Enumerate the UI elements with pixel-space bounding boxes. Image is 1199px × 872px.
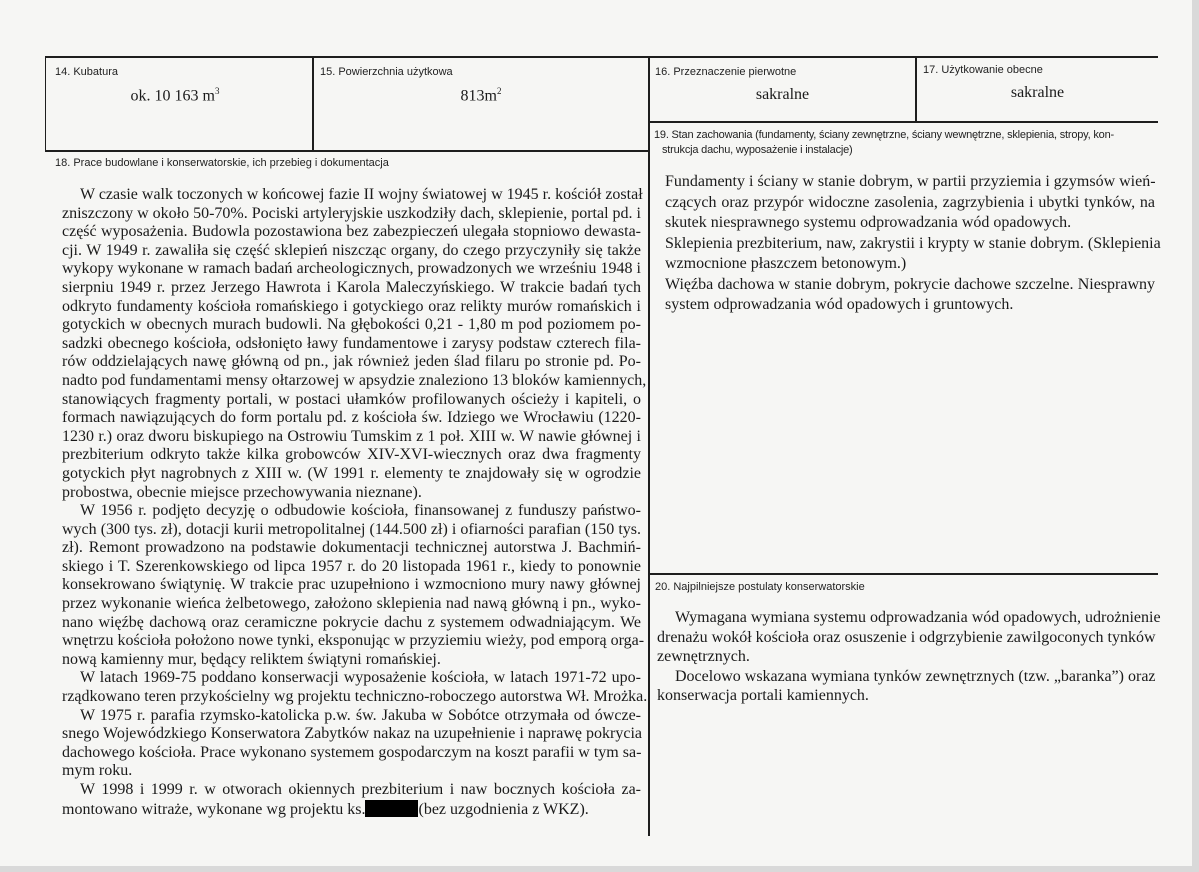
text-line: stanowiących fragmenty portali, w postaci ułamków profilowanych ościeży i kapiteli, o <box>62 390 641 408</box>
text-fragment: (bez uzgodnienia z WKZ). <box>418 800 589 818</box>
text-line: gotyckich płyt nagrobnych z XIII w. (W 1991 r. elementy te znajdowały się w ogrodzie <box>62 464 641 482</box>
text-line: dachowego kościoła. Prace wykonano systemem gospodarczym na koszt parafii w tym sa- <box>62 743 642 761</box>
text-fragment: montowano witraże, wykonane wg projektu ks. <box>62 800 366 818</box>
text-line: wzmocnione płaszczem betonowym.) <box>665 255 907 272</box>
text-line: nadto pod fundamentami mensy ołtarzowej w apsydzie znaleziono 13 bloków kamiennych, <box>62 371 647 389</box>
field-20-label: 20. Najpilniejsze postulaty konserwatorskie <box>655 581 865 593</box>
text-line: czących oraz przypór widoczne zasolenia, zagrzybienia i ubytki tynków, na <box>665 193 1155 211</box>
field-19-label <box>654 128 1114 158</box>
text-line: snego Wojewódzkiego Konserwatora Zabytków nakaz na uzupełnienie i naprawę pokrycia <box>62 725 642 743</box>
field-19-text <box>665 172 1161 316</box>
field-18-text <box>62 186 648 818</box>
text-line: W czasie walk toczonych w końcowej fazie II wojny światowej w 1945 r. kościół został <box>80 186 643 203</box>
text-line <box>62 800 641 819</box>
text-line: wych (300 tys. zł), dotacji kurii metropolitalnej (144.500 zł) i ofiarności parafian (150 tys. <box>62 520 641 538</box>
text-line: gotyckich w obecnych murach budowli. Na głębokości 0,21 - 1,80 m pod poziomem po- <box>62 316 641 334</box>
text-line: Więźba dachowa w stanie dobrym, pokrycie dachowe szczelne. Niesprawny <box>665 275 1155 293</box>
rule-h-20 <box>649 573 1158 575</box>
text-line: probostwa, obecnie miejsce przechowywania nieznane). <box>62 483 422 501</box>
text-line: cji. W 1949 r. zawaliła się część sklepień niszcząc organy, do czego przyczyniły się także <box>62 241 641 259</box>
field-14-value <box>50 86 300 105</box>
rule-h-left <box>45 150 649 152</box>
text-line: nano więźbę dachową oraz ceramiczne pokrycie dachu z systemem odwadniającym. We <box>62 613 641 631</box>
text-line: skutek niesprawnego systemu odprowadzania wód opadowych. <box>665 214 1072 231</box>
text-line: system odprowadzania wód opadowych i gruntowych. <box>665 296 1014 313</box>
text-line: 1230 r.) oraz dworu biskupiego na Ostrowiu Tumskim z 1 poł. XIII w. W nawie głównej i <box>62 427 641 445</box>
rule-top <box>45 56 1158 58</box>
text-line: sadzki obecnego kościoła, odsłonięto ławy fundamentowe i zarysy podstaw czterech fila- <box>62 334 641 352</box>
text-line: przez wykonanie wieńca żelbetowego, założono sklepienia nad nawą główną i pn., wyko- <box>62 595 641 613</box>
text-line: Sklepienia prezbiterium, naw, zakrystii i krypty w stanie dobrym. (Sklepienia <box>665 234 1161 252</box>
rule-v2 <box>648 56 650 836</box>
text-line: formach nawiązujących do form portalu pd. z kościoła św. Idziego we Wrocławiu (1220- <box>62 409 641 427</box>
text-line: drenażu wokół kościoła oraz osuszenie i odgrzybienie zawilgoconych tynków <box>657 628 1156 646</box>
text-line: prezbiterium odkryto także kilka grobowców XIV-XVI-wiecznych oraz dwa fragmenty <box>62 446 641 464</box>
text-line: odkryto fundamenty kościoła romańskiego i gotyckiego oraz relikty murów romańskich i <box>62 297 641 315</box>
field-14-label: 14. Kubatura <box>55 66 118 78</box>
text-line: wnętrzu kościoła położono nowe tynki, eksponując w przyziemiu wieży, pod emporą orga- <box>62 632 645 650</box>
text-line: część wyposażenia. Budowla pozostawiona bez zabezpieczeń ulegała stopniowo dewasta- <box>62 223 641 241</box>
unit-exponent: 2 <box>496 86 502 96</box>
field-15-label: 15. Powierzchnia użytkowa <box>320 66 453 78</box>
field-18-label: 18. Prace budowlane i konserwatorskie, ich przebieg i dokumentacja <box>55 157 389 169</box>
text-line: wykopy wykonane w ramach badań archeologicznych, prowadzonych we wrześniu 1948 i <box>62 260 641 278</box>
text-line: rządkowano teren przykościelny wg projektu techniczno-roboczego autorstwa Wł. Mrożka. <box>62 688 648 706</box>
rule-left <box>45 56 46 151</box>
text-line: konsekrowano świątynię. W trakcie prac uzupełniono i wzmocniono mury nawy głównej <box>62 576 641 594</box>
area-value: 813m <box>460 87 497 105</box>
text-line: W 1956 r. podjęto decyzję o odbudowie kościoła, finansowanej z funduszy państwo- <box>80 502 641 520</box>
text-line: Wymagana wymiana systemu odprowadzania wód opadowych, udrożnienie <box>675 609 1161 626</box>
text-line: zniszczony w około 50-70%. Pociski artyleryjskie uszkodziły dach, sklepienie, portal pd. i <box>62 204 641 222</box>
text-line: konserwacja portali kamiennych. <box>657 687 869 704</box>
field-15-value <box>314 86 648 105</box>
field-16-label: 16. Przeznaczenie pierwotne <box>655 66 797 78</box>
field-19-label-line: strukcja dachu, wyposażenie i instalacje) <box>662 144 853 156</box>
field-17-value: sakralne <box>1010 84 1065 101</box>
text-line: zł). Remont prowadzono na podstawie dokumentacji technicznej autorstwa J. Bachmiń- <box>62 539 641 557</box>
text-line: W 1975 r. parafia rzymsko-katolicka p.w. św. Jakuba w Sobótce otrzymała od ówcze- <box>80 706 641 724</box>
text-line: nową kamienny mur, będący reliktem świątyni romańskiej. <box>62 650 441 668</box>
kubatura-value: ok. 10 163 m <box>130 87 215 105</box>
redaction-block <box>365 800 418 817</box>
field-16-value: sakralne <box>755 86 810 103</box>
text-line: W 1998 i 1999 r. w otworach okiennych prezbiterium i naw bocznych kościoła za- <box>80 781 641 798</box>
text-line: sierpniu 1949 r. przez Jerzego Hawrota i Karola Maleczyńskiego. W trakcie badań tych <box>62 278 641 296</box>
field-17-label: 17. Użytkowanie obecne <box>923 64 1043 76</box>
field-20-text <box>657 608 1161 706</box>
unit-exponent: 3 <box>214 86 220 96</box>
text-line: mym roku. <box>62 762 133 780</box>
text-line: rów oddzielających nawę główną od pn., jak również jeden ślad filaru po stronie pd. Po- <box>62 353 641 371</box>
text-line: W latach 1969-75 poddano konserwacji wyposażenie kościoła, w latach 1971-72 upo- <box>80 669 641 687</box>
text-line: skiego i T. Szerenkowskiego od lipca 1957 r. do 20 listopada 1961 r., kiedy to ponownie <box>62 557 641 575</box>
rule-h-right <box>649 121 1158 123</box>
text-line: Docelowo wskazana wymiana tynków zewnętrznych (tzw. „baranka”) oraz <box>675 667 1156 685</box>
text-line: zewnętrznych. <box>657 648 750 665</box>
text-line: Fundamenty i ściany w stanie dobrym, w partii przyziemia i gzymsów wień- <box>665 173 1156 190</box>
field-19-label-line: 19. Stan zachowania (fundamenty, ściany zewnętrzne, ściany wewnętrzne, sklepienia, stropy, kon- <box>654 129 1114 141</box>
